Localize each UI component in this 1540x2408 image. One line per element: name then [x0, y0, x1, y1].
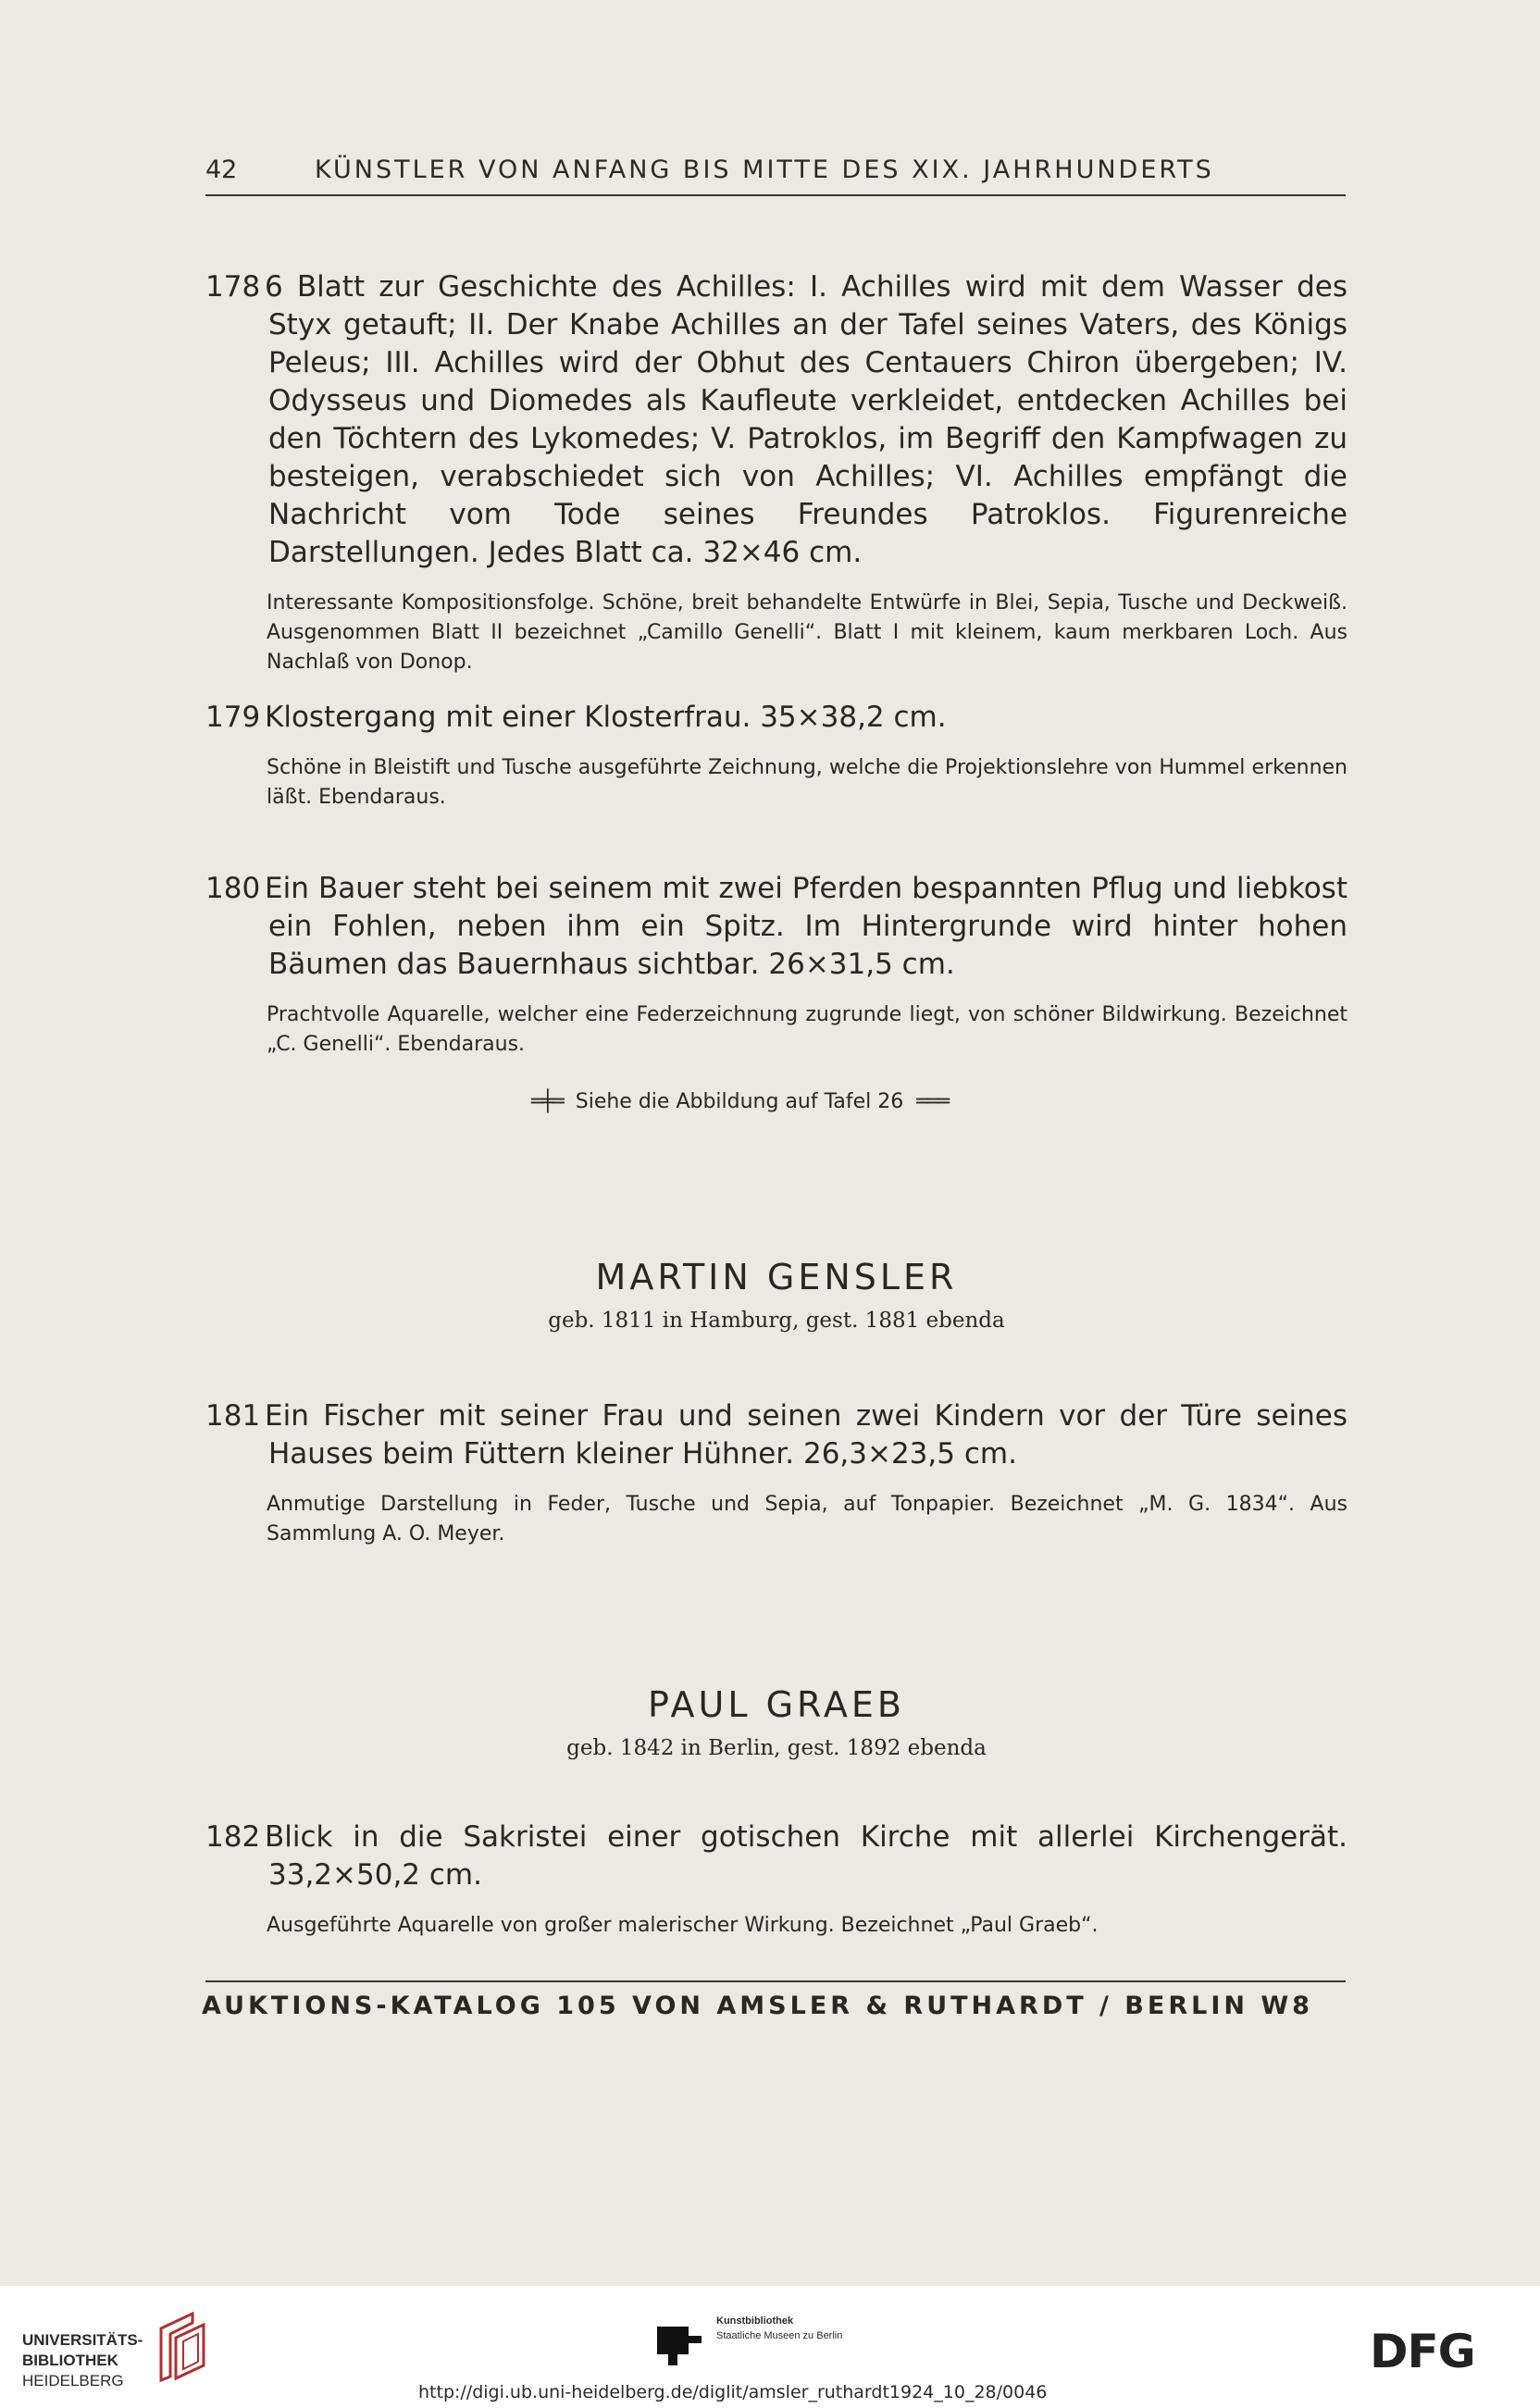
entry-main-text: [205, 1818, 1348, 1894]
entry-main-text: [205, 870, 1348, 984]
footer-rule: [205, 1980, 1346, 1982]
university-library-logo-text[interactable]: [22, 2330, 143, 2391]
artist-name: PAUL GRAEB: [648, 1684, 905, 1725]
library-name-line: UNIVERSITÄTS-: [22, 2331, 143, 2349]
artist-heading-gensler: [205, 1257, 1348, 1333]
permalink-url[interactable]: http://digi.ub.uni-heidelberg.de/diglit/amsler_ruthardt1924_10_28/0046: [418, 2382, 1048, 2402]
decorative-rule-icon: ═╪═: [531, 1090, 563, 1113]
plate-reference-text: Siehe die Abbildung auf Tafel 26: [575, 1090, 904, 1113]
entry-description: Blick in die Sakristei einer gotischen Kirche mit allerlei Kirchengerät. 33,2×50,2 cm.: [265, 1820, 1348, 1892]
kunstbibliothek-text: [716, 2314, 842, 2343]
artist-life-dates: geb. 1842 in Berlin, gest. 1892 ebenda: [566, 1736, 987, 1760]
kunstbibliothek-subtitle: Staatliche Museen zu Berlin: [716, 2330, 843, 2341]
entry-note: Anmutige Darstellung in Feder, Tusche und Sepia, auf Tonpapier. Bezeichnet „M. G. 1834“. Aus Sammlung A. O. Meyer.: [267, 1493, 1348, 1545]
kunstbibliothek-logo-icon: [657, 2314, 703, 2365]
entry-description: 6 Blatt zur Geschichte des Achilles: I. Achilles wird mit dem Wasser des Styx getauft; II. Der Knabe Achilles an der Tafel seines Vaters, des Königs Peleus; III. Achilles wird der Obhut des Centauers Chiron übergeben; IV. Odysseus und Diomedes als Kaufleute verkleidet, entdecken Achilles bei den Töchtern des Lykomedes; V. Patroklos, im Begriff den Kampfwagen zu besteigen, verabschiedet sich von Achilles; VI. Achilles empfängt die Nachricht vom Tode seines Freundes Patroklos. Figurenreiche Darstellungen. Jedes Blatt ca. 32×46 cm.: [265, 270, 1348, 569]
catalog-entry-178: [205, 268, 1348, 677]
entry-note: Interessante Kompositionsfolge. Schöne, breit behandelte Entwürfe in Blei, Sepia, Tusche und Deckweiß. Ausgenommen Blatt II bezeichnet „Camillo Genelli“. Blatt I mit kleinem, kaum merkbaren Loch. Aus Nachlaß von Donop.: [267, 591, 1348, 674]
entry-main-text: [205, 699, 1348, 737]
digitization-bar: [0, 2286, 1540, 2408]
entry-number: 181: [205, 1399, 261, 1433]
entry-main-text: [205, 268, 1348, 572]
entry-note: Schöne in Bleistift und Tusche ausgeführte Zeichnung, welche die Projektionslehre von Hummel erkennen läßt. Ebendaraus.: [267, 756, 1348, 809]
decorative-rule-icon: ═══: [916, 1090, 949, 1113]
header-rule: [205, 194, 1346, 196]
university-library-emblem-icon: [155, 2310, 215, 2384]
dfg-logo: DFG: [1370, 2325, 1475, 2378]
entry-number: 180: [205, 872, 261, 905]
catalog-entry-182: [205, 1818, 1348, 1941]
library-name-line: HEIDELBERG: [22, 2372, 124, 2389]
page-footer: AUKTIONS-KATALOG 105 VON AMSLER & RUTHARDT / BERLIN W8: [202, 1992, 1313, 2020]
entry-note: Prachtvolle Aquarelle, welcher eine Federzeichnung zugrunde liegt, von schöner Bildwirkung. Bezeichnet „C. Genelli“. Ebendaraus.: [267, 1003, 1348, 1056]
catalog-entry-181: [205, 1397, 1348, 1549]
kunstbibliothek-name: Kunstbibliothek: [716, 2315, 794, 2327]
artist-heading-graeb: [205, 1684, 1348, 1760]
catalog-entry-180: [205, 870, 1348, 1060]
entry-note: Ausgeführte Aquarelle von großer malerischer Wirkung. Bezeichnet „Paul Graeb“.: [267, 1914, 1099, 1937]
entry-number: 179: [205, 701, 261, 734]
page-number: 42: [205, 155, 238, 184]
plate-reference: [531, 1090, 948, 1113]
entry-description: Ein Fischer mit seiner Frau und seinen zwei Kindern vor der Türe seines Hauses beim Füttern kleiner Hühner. 26,3×23,5 cm.: [265, 1399, 1348, 1471]
artist-life-dates: geb. 1811 in Hamburg, gest. 1881 ebenda: [548, 1309, 1005, 1333]
catalog-entry-179: [205, 699, 1348, 813]
entry-description: Klostergang mit einer Klosterfrau. 35×38,2 cm.: [265, 701, 947, 734]
artist-name: MARTIN GENSLER: [595, 1257, 958, 1297]
entry-number: 182: [205, 1820, 261, 1854]
entry-main-text: [205, 1397, 1348, 1473]
entry-description: Ein Bauer steht bei seinem mit zwei Pferden bespannten Pflug und liebkost ein Fohlen, neben ihm ein Spitz. Im Hintergrunde wird hinter hohen Bäumen das Bauernhaus sichtbar. 26×31,5 cm.: [265, 872, 1348, 981]
entry-number: 178: [205, 270, 261, 304]
library-name-line: BIBLIOTHEK: [22, 2352, 118, 2369]
header-title: KÜNSTLER VON ANFANG BIS MITTE DES XIX. JAHRHUNDERTS: [315, 155, 1214, 184]
